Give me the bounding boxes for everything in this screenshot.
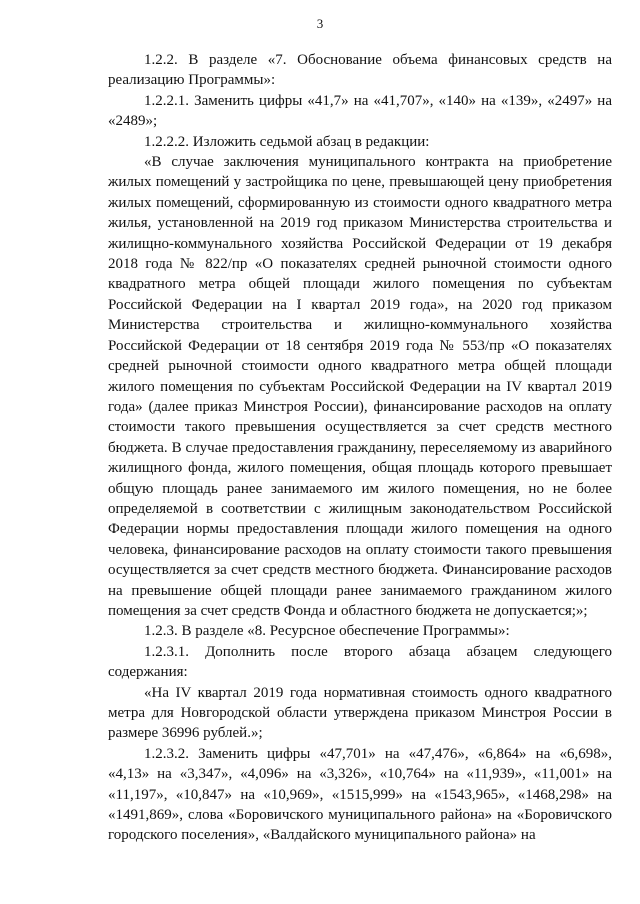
page-number: 3 xyxy=(316,16,324,31)
paragraph-seventh-abzac-text: «В случае заключения муниципального контракта на приобретение жилых помещений у застройщика по цене, превышающей цену приобретения жилых помещений, сформированную из стоимости одного квадратного метра жилья, установленной на 2019 год приказом Министерства строительства и жилищно-коммунального хозяйства Российской Федерации от 19 декабря 2018 года № 822/пр «О показателях средней рыночной стоимости одного квадратного метра общей площади жилого помещения по субъектам Российской Федерации на I квартал 2019 года», на 2020 год приказом Министерства строительства и жилищно-коммунального хозяйства Российской Федерации от 18 сентября 2019 года № 553/пр «О показателях средней рыночной стоимости одного квадратного метра общей площади жилого помещения по субъектам Российской Федерации на IV квартал 2019 года» (далее приказ Минстроя России), финансирование расходов на оплату стоимости такого превышения осуществляется за счет средств местного бюджета. В случае предоставления гражданину, переселяемому из аварийного жилищного фонда, жилого помещения, общая площадь которого превышает общую площадь ранее занимаемого им жилого помещения, но не более определяемой в соответствии с жилищным законодательством Российской Федерации нормы предоставления площади жилого помещения на одного человека, финансирование расходов на оплату стоимости такого превышения осуществляется за счет средств местного бюджета. Финансирование расходов на превышение общей площади ранее занимаемого гражданином жилого помещения за счет средств Фонда и областного бюджета не допускается;»; xyxy=(108,154,612,619)
paragraph-1-2-2: 1.2.2. В разделе «7. Обоснование объема финансовых средств на реализацию Программы»: xyxy=(108,52,612,89)
paragraph-1-2-3-1: 1.2.3.1. Дополнить после второго абзаца абзацем следующего содержания: xyxy=(108,643,612,681)
paragraph-1-2-3: 1.2.3. В разделе «8. Ресурсное обеспечение Программы»: xyxy=(144,623,510,640)
paragraph-normative-cost: «На IV квартал 2019 года нормативная стоимость одного квадратного метра для Новгородской области утверждена приказом Минстроя России в размере 36996 рублей.»; xyxy=(108,684,612,742)
paragraph-1-2-2-1: 1.2.2.1. Заменить цифры «41,7» на «41,707», «140» на «139», «2497» на «2489»; xyxy=(108,92,612,130)
paragraph-1-2-3-2: 1.2.3.2. Заменить цифры «47,701» на «47,476», «6,864» на «6,698», «4,13» на «3,347», «4,096» на «3,326», «10,764» на «11,939», «11,001» на «11,197», «10,847» на «10,969», «1515,999» на «1543,965», «1468,298» на «1491,869», слова «Боровичского муниципального района» на «Боровичского городского поселения», «Валдайского муниципального района» на xyxy=(108,745,612,844)
document-body xyxy=(108,50,612,846)
paragraph-1-2-2-2: 1.2.2.2. Изложить седьмой абзац в редакции: xyxy=(144,133,430,150)
